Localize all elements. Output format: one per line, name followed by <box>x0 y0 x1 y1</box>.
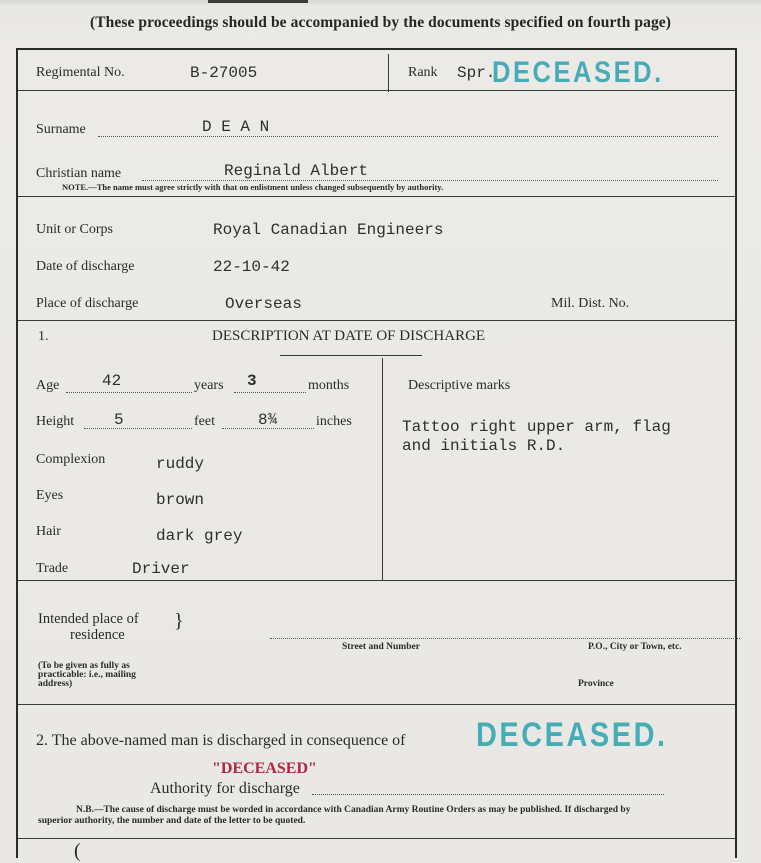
header-note: (These proceedings should be accompanied by the documents specified on fourth page) <box>89 14 672 31</box>
descriptive-marks-label: Descriptive marks <box>408 378 511 393</box>
divider-line <box>18 704 735 705</box>
surname-value: D E A N <box>202 118 270 136</box>
hair-value: dark grey <box>156 527 243 545</box>
age-months-dotted-line <box>234 392 306 393</box>
age-months-value: 3 <box>247 372 257 390</box>
section1-number: 1. <box>38 329 49 344</box>
residence-address-dotted-line[interactable] <box>270 638 740 639</box>
residence-hint-line2: practicable: i.e., mailing <box>38 670 136 680</box>
section2-text: 2. The above-named man is discharged in consequence of <box>36 732 406 749</box>
regimental-label: Regimental No. <box>36 65 125 80</box>
form-frame <box>16 48 737 862</box>
trade-value: Driver <box>132 560 190 578</box>
discharge-place-label: Place of discharge <box>36 296 139 311</box>
residence-label-line1: Intended place of <box>38 611 139 627</box>
brace-icon: } <box>174 610 184 632</box>
rank-value: Spr. <box>457 64 496 82</box>
nb-line1: N.B.—The cause of discharge must be worded in accordance with Canadian Army Routine Orders as may be published. If discharged by <box>76 805 631 815</box>
age-years-dotted-line <box>66 392 192 393</box>
age-label: Age <box>36 378 60 393</box>
descriptive-marks-line1: Tattoo right upper arm, flag <box>402 418 671 436</box>
divider-line <box>18 320 735 321</box>
height-feet-value: 5 <box>114 411 124 429</box>
divider-line <box>18 838 735 839</box>
height-label: Height <box>36 414 75 429</box>
christian-name-dotted-line <box>142 180 718 181</box>
height-inches-value: 8¾ <box>258 411 278 429</box>
surname-label: Surname <box>36 122 86 137</box>
deceased-stamp-top: DECEASED. <box>492 56 664 89</box>
province-label: Province <box>578 679 614 689</box>
discharge-date-value: 22-10-42 <box>213 258 290 276</box>
city-label: P.O., City or Town, etc. <box>588 642 682 652</box>
eyes-label: Eyes <box>36 488 64 503</box>
descriptive-marks-line2: and initials R.D. <box>402 437 566 455</box>
christian-name-value: Reginald Albert <box>224 162 369 180</box>
discharge-cause: "DECEASED" <box>212 760 317 777</box>
surname-dotted-line <box>98 136 718 137</box>
height-inches-label: inches <box>316 414 352 429</box>
section1-underline <box>280 355 422 356</box>
name-note: NOTE.—The name must agree strictly with that on enlistment unless changed subsequently by authority. <box>62 182 444 192</box>
residence-hint-line3: address) <box>38 679 73 689</box>
discharge-date-label: Date of discharge <box>36 259 135 274</box>
christian-name-label: Christian name <box>36 166 122 181</box>
top-edge-bar <box>208 0 308 3</box>
nb-line2: superior authority, the number and date of the letter to be quoted. <box>38 816 306 826</box>
bracket-mark: ( <box>74 840 81 862</box>
row1-divider <box>388 54 389 92</box>
height-feet-label: feet <box>194 414 215 429</box>
divider-line <box>18 196 735 197</box>
discharge-place-value: Overseas <box>225 295 302 313</box>
age-years-value: 42 <box>102 372 122 390</box>
trade-label: Trade <box>36 561 69 576</box>
divider-line <box>18 580 735 581</box>
street-label: Street and Number <box>342 642 420 652</box>
deceased-stamp-bottom: DECEASED. <box>476 716 668 754</box>
section1-title: DESCRIPTION AT DATE OF DISCHARGE <box>212 328 486 344</box>
description-divider <box>382 358 383 580</box>
authority-dotted-line[interactable] <box>312 794 664 795</box>
complexion-value: ruddy <box>156 455 205 473</box>
height-feet-dotted-line <box>84 428 192 429</box>
divider-line <box>18 90 735 91</box>
unit-label: Unit or Corps <box>36 222 113 237</box>
unit-value: Royal Canadian Engineers <box>213 221 444 239</box>
age-years-label: years <box>194 378 224 393</box>
authority-label: Authority for discharge <box>150 780 300 797</box>
residence-hint-line1: (To be given as fully as <box>38 661 130 671</box>
hair-label: Hair <box>36 524 61 539</box>
residence-label-line2: residence <box>70 627 125 643</box>
mil-dist-label: Mil. Dist. No. <box>551 296 630 311</box>
rank-label: Rank <box>408 65 438 80</box>
eyes-value: brown <box>156 491 205 509</box>
complexion-label: Complexion <box>36 452 106 467</box>
age-months-label: months <box>308 378 350 393</box>
regimental-value: B-27005 <box>190 64 258 82</box>
